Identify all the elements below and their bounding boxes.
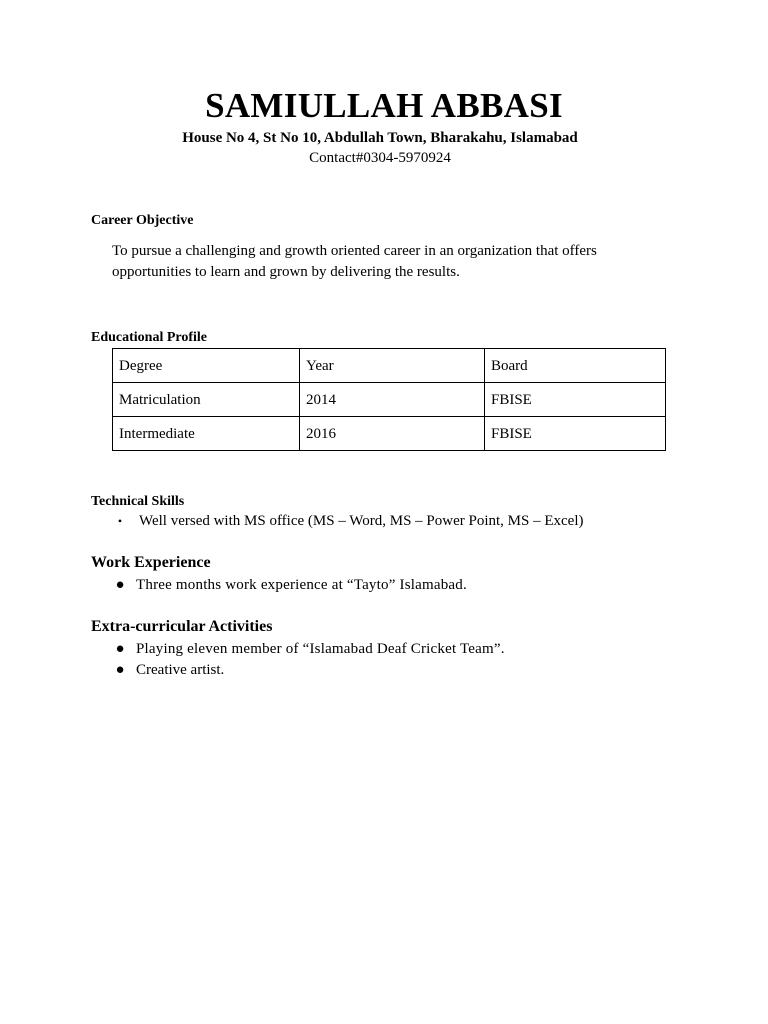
table-cell: 2014 <box>300 383 485 417</box>
education-table <box>112 348 666 451</box>
extra-curricular-list <box>91 639 505 681</box>
address-line: House No 4, St No 10, Abdullah Town, Bharakahu, Islamabad <box>182 130 578 146</box>
table-header-cell: Year <box>300 349 485 383</box>
bullet-icon: ● <box>115 577 125 593</box>
applicant-name: SAMIULLAH ABBASI <box>205 86 563 125</box>
table-cell: FBISE <box>485 417 666 451</box>
table-header-cell: Degree <box>113 349 300 383</box>
extra-curricular-heading: Extra-curricular Activities <box>91 618 273 635</box>
career-objective-text: To pursue a challenging and growth oriented career in an organization that offers opportunities to learn and grown by delivering the results. <box>112 243 597 280</box>
list-item-text: Well versed with MS office (MS – Word, MS – Power Point, MS – Excel) <box>139 513 584 529</box>
work-experience-list <box>91 575 467 596</box>
educational-profile-heading: Educational Profile <box>91 330 208 345</box>
table-row <box>113 383 666 417</box>
list-item <box>91 639 505 660</box>
technical-skills-heading: Technical Skills <box>91 494 185 509</box>
work-experience-heading: Work Experience <box>91 554 211 571</box>
table-header-row <box>113 349 666 383</box>
table-header-cell: Board <box>485 349 666 383</box>
career-objective-heading: Career Objective <box>91 213 194 228</box>
list-item-text: Creative artist. <box>136 662 225 678</box>
bullet-icon: ● <box>115 641 125 657</box>
table-cell: Intermediate <box>113 417 300 451</box>
bullet-icon: ● <box>115 662 125 678</box>
list-item <box>91 660 505 681</box>
list-item-text: Playing eleven member of “Islamabad Deaf Cricket Team”. <box>136 641 505 657</box>
table-cell: 2016 <box>300 417 485 451</box>
contact-line: Contact#0304-5970924 <box>309 150 451 166</box>
list-item-text: Three months work experience at “Tayto” Islamabad. <box>136 577 467 593</box>
bullet-icon: • <box>117 514 123 528</box>
list-item <box>91 511 584 532</box>
table-row <box>113 417 666 451</box>
technical-skills-list <box>91 511 584 532</box>
table-cell: FBISE <box>485 383 666 417</box>
table-cell: Matriculation <box>113 383 300 417</box>
list-item <box>91 575 467 596</box>
